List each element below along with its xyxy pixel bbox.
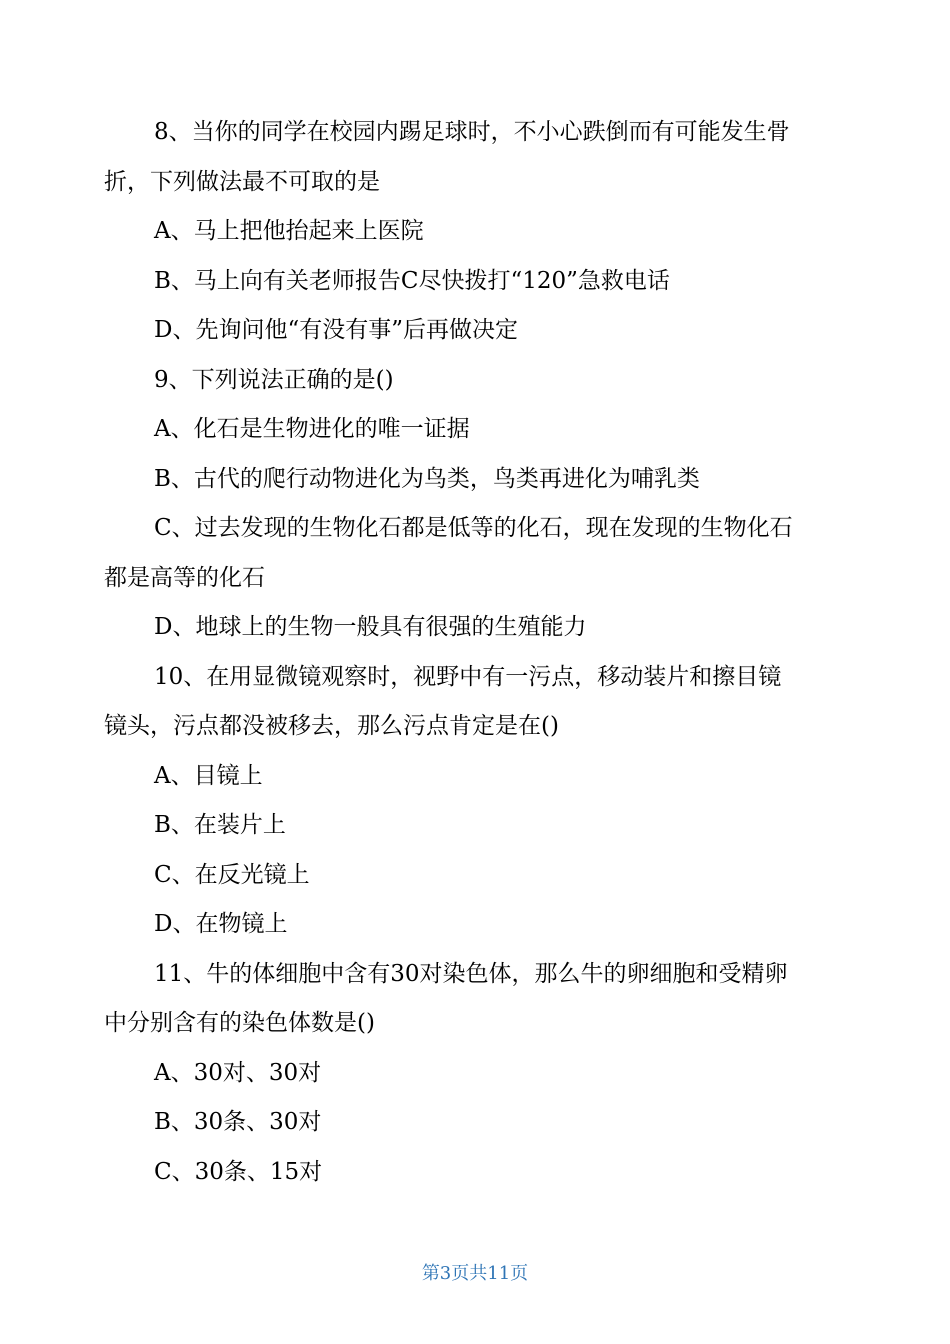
page-footer: 第3页共11页 — [421, 1263, 529, 1284]
document-body — [104, 108, 844, 1197]
text-line: A、化石是生物进化的唯一证据 — [154, 416, 470, 442]
text-line: B、古代的爬行动物进化为鸟类，鸟类再进化为哺乳类 — [154, 465, 700, 492]
text-line: A、30对、30对 — [154, 1059, 322, 1086]
text-line: 11、牛的体细胞中含有30对染色体，那么牛的卵细胞和受精卵 — [154, 960, 788, 987]
text-line: D、地球上的生物一般具有很强的生殖能力 — [154, 614, 587, 640]
text-line: D、在物镜上 — [154, 911, 288, 937]
text-line: 镜头，污点都没被移去，那么污点肯定是在() — [104, 713, 559, 739]
text-line: A、马上把他抬起来上医院 — [154, 218, 424, 244]
text-line: C、过去发现的生物化石都是低等的化石，现在发现的生物化石 — [154, 515, 793, 541]
text-line: B、30条、30对 — [154, 1109, 322, 1135]
text-line: 都是高等的化石 — [104, 564, 265, 591]
text-line: D、先询问他“有没有事”后再做决定 — [154, 317, 518, 343]
text-line: 中分别含有的染色体数是() — [104, 1010, 375, 1036]
text-line: 8、当你的同学在校园内踢足球时，不小心跌倒而有可能发生骨 — [154, 119, 790, 145]
text-line: B、马上向有关老师报告C尽快拨打“120”急救电话 — [154, 267, 670, 294]
text-line: C、30条、15对 — [154, 1158, 323, 1185]
text-line: 10、在用显微镜观察时，视野中有一污点，移动装片和擦目镜 — [154, 663, 782, 690]
text-line: B、在装片上 — [154, 812, 286, 838]
text-line: A、目镜上 — [154, 762, 263, 789]
text-line: 折，下列做法最不可取的是 — [104, 168, 380, 195]
text-line: 9、下列说法正确的是() — [154, 366, 394, 393]
text-line: C、在反光镜上 — [154, 861, 310, 888]
